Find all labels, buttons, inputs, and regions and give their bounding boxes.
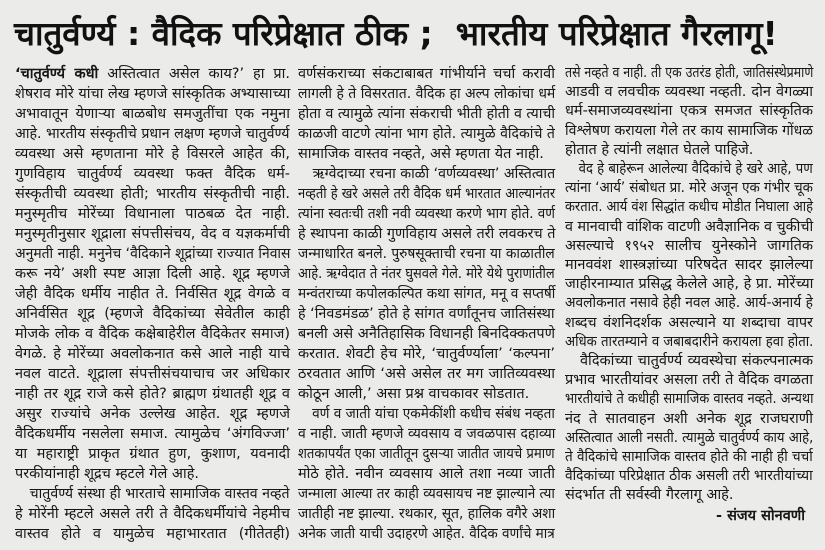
article-line: बनली असे अनैतिहासिक विधानही बिनदिक्कतपणे	[298, 326, 556, 342]
article-line	[15, 64, 290, 84]
article-line: या महाराष्ट्री प्राकृत ग्रंथात हुण, कुशाण, यवनादी	[15, 446, 290, 462]
article-line: असल्याचे १९५२ सालीच युनेस्कोने जागतिक	[565, 237, 813, 254]
article-line: धर्म-समाजव्यवस्थांना एकत्र समजत सांस्कृतिक	[565, 103, 813, 120]
article-line: कोठून आली,’ असा प्रश्न वाचकावर सोडतात.	[298, 386, 530, 402]
article-line: लागली हे ते विसरतात. वैदिक हा अल्प लोकांचा धर्म	[298, 86, 556, 102]
article-line: मोजके लोक व वैदिक कक्षेबाहेरील वैदिकेतर समाज)	[15, 326, 290, 342]
article-line: व मानवाची वांशिक वाटणी अवैज्ञानिक व चुकीची	[565, 218, 814, 235]
article-column-1	[15, 64, 290, 544]
article-line: हे ‘निवडमंडळ’ होते हे सांगत वर्णांतूनच जातिसंस्था	[298, 306, 555, 322]
article-line: गुणविहाय चातुर्वर्ण्य व्यवस्था फक्त वैदिक धर्म-	[15, 166, 290, 182]
article-line: जन्माधारित बनले. पुरुषसूक्ताची रचना या काळातील	[298, 246, 555, 262]
article-line: वैदिकांच्या चातुर्वर्ण्य व्यवस्थेचा संकल्पनात्मक	[580, 353, 813, 370]
article-line: ठरवतात आणि ‘असे असेल तर मग जातिव्यवस्था	[298, 366, 555, 382]
article-line: मोठे होते. नवीन व्यवसाय आले तशा नव्या जाती	[298, 466, 555, 482]
article-line: अधिक तारतम्याने व जबाबदारीने करायला हवा होता.	[565, 333, 814, 350]
article-line: असुर राज्यांचे अनेक उल्लेख आहेत. शूद्र म्हणजे	[15, 406, 290, 422]
article-line: अनिर्वसित शूद्र (म्हणजे वैदिकांच्या सेवेतील काही	[15, 306, 290, 322]
article-line: वैदिकधर्मीय नसलेला समाज. त्यामुळेच ‘अंगविज्जा’	[15, 426, 290, 442]
article-line: वेगळे. हे मोरेंच्या अवलोकनात कसे आले नाही याचे	[15, 346, 290, 362]
article-line: वैदिकांच्या परिप्रेक्षात ठीक असली तरी भारतीयांच्या	[565, 468, 813, 485]
article-line: अवलोकनात नसावे हेही नवल आहे. आर्य-अनार्य हे	[565, 295, 813, 312]
article-line: विश्लेषण करायला गेले तर काय सामाजिक गोंधळ	[565, 122, 813, 139]
article-line: होता व त्यामुळे त्यांना संकराची भीती होती व त्याची	[298, 106, 556, 122]
article-line: भारतीयांचे ते कधीही सामाजिक वास्तव नव्हते. अन्यथा	[565, 391, 814, 408]
article-line: शेषराव मोरे यांचा लेख म्हणजे सांस्कृतिक अभ्यासाच्या	[15, 86, 291, 102]
article-line: जाहीरनाम्यात प्रसिद्ध केलेले आहे, हे प्रा. मोरेंच्या	[565, 276, 814, 293]
headline: चातुर्वर्ण्य : वैदिक परिप्रेक्षात ठीक ; भारतीय परिप्रेक्षात गैरलागू!	[14, 14, 778, 53]
article-line: हे मोरेंनी म्हटले असले तरी ते वैदिकधर्मीयांचे नेहमीच	[15, 506, 290, 522]
article-line: नव्हती हे खरे असले तरी वैदिक धर्म भारतात आल्यानंतर	[298, 186, 556, 202]
article-line: मानववंश शास्त्रज्ञांच्या परिषदेत सादर झालेल्या	[565, 257, 813, 274]
article-line: शब्दच वंशनिदर्शक असल्याने या शब्दाचा वापर	[565, 314, 813, 331]
article-line: जातीही नष्ट झाल्या. रथकार, सूत, हालिक वगैरे अशा	[298, 506, 556, 522]
article-line: अस्तित्वात आली नसती. त्यामुळे चातुर्वर्ण्य काय आहे,	[565, 429, 814, 446]
article-line: नवल वाटते. शूद्राला संपत्तीसंचयाचाच जर अधिकार	[15, 366, 290, 382]
article-line: ऋग्वेदाच्या रचना काळी ‘वर्णव्यवस्था’ अस्तित्वात	[312, 166, 556, 182]
article-line: करतात. आर्य वंश सिद्धांत कधीच मोडीत निघाला आहे	[565, 199, 813, 216]
article-line: व नाही. जाती म्हणजे व्यवसाय व जवळपास दहाव्या	[298, 426, 556, 442]
article-line: अभावातून येणाऱ्या बाळबोध समजुतींचा एक नमुना	[15, 106, 290, 122]
article-line: संस्कृतीची व्यवस्था होती; भारतीय संस्कृतीची नाही.	[15, 186, 290, 202]
article-line: सामाजिक वास्तव नव्हते, असे म्हणता येत नाही.	[298, 146, 544, 162]
article-column-2	[298, 64, 555, 544]
article-line: त्यांना ‘आर्य’ संबोधत प्रा. मोरे अजून एक गंभीर चूक	[565, 180, 813, 197]
article-column-3	[565, 64, 813, 526]
article-line: जेही वैदिक धर्मीय नाहीत ते. निर्वसित शूद्र वेगळे व	[15, 286, 290, 302]
article-line: व्यवस्था असे म्हणताना मोरे हे विसरले आहेत की,	[15, 146, 290, 162]
article-line: आहे. ऋग्वेदात ते नंतर घुसवले गेले. मोरे येथे पुराणांतील	[298, 266, 555, 282]
article-line: नंद ते सातवाहन अशी अनेक शूद्र राजघराणी	[565, 410, 813, 427]
author-byline: - संजय सोनवणी	[716, 507, 805, 524]
article-line: मनुस्मृतीच मोरेंच्या विधानाला पाठबळ देत नाही.	[15, 206, 290, 222]
article-line: अनुमती नाही. मनुनेच ‘वैदिकाने शूद्रांच्या राज्यात निवास	[15, 246, 291, 262]
article-line: मन्वंतराच्या कपोलकल्पित कथा सांगत, मनू व सप्तर्षी	[298, 286, 556, 302]
article-line: करू नये’ अशी स्पष्ट आज्ञा दिली आहे. शूद्र म्हणजे	[15, 266, 290, 282]
article-line: तसे नव्हते व नाही. ती एक उतरंड होती, जातिसंस्थेप्रमाणे	[565, 65, 814, 81]
article-line: त्यांना स्वतःची तशी नवी व्यवस्था करणे भाग होते. वर्ण	[298, 206, 555, 222]
article-line: मनुस्मृतीनुसार शूद्राला संपत्तीसंचय, वेद व यज्ञकर्माची	[15, 226, 290, 242]
article-line: ते वैदिकांचे सामाजिक वास्तव होते की नाही ही चर्चा	[565, 449, 813, 466]
article-line: होतात हे त्यांनी लक्षात घेतले पाहिजे.	[565, 141, 754, 158]
article-line: करतात. शेवटी हेच मोरे, ‘चातुर्वर्ण्याला’ ‘कल्पना’	[298, 346, 555, 362]
article-line: हे स्थापना काळी गुणविहाय असले तरी लवकरच ते	[298, 226, 556, 242]
article-line: अनेक जाती याची उदाहरणे आहेत. वैदिक वर्णांचे मात्र	[298, 526, 555, 542]
article-line: वर्ण व जाती यांचा एकमेकींशी कधीच संबंध नव्हता	[312, 406, 555, 422]
article-line: संदर्भात ती सर्वस्वी गैरलागू आहे.	[565, 487, 734, 504]
lead-in: ‘चातुर्वर्ण्य कधी	[15, 66, 99, 82]
article-line: वेद हे बाहेरून आलेल्या वैदिकांचे हे खरे आहे, पण	[578, 161, 813, 178]
article-line: नाही तर शूद्र राजे कसे होते? ब्राह्मण ग्रंथातही शूद्र व	[15, 386, 290, 402]
article-line: आडवी व लवचीक व्यवस्था नव्हती. दोन वेगळ्या	[565, 84, 813, 101]
article-line: वर्णसंकराच्या संकटाबाबत गांभीर्याने चर्चा करावी	[298, 66, 555, 82]
article-line: जन्माला आल्या तर काही व्यवसायच नष्ट झाल्याने त्या	[298, 486, 555, 502]
line-text: अस्तित्वात असेल काय?’ हा प्रा.	[107, 66, 290, 82]
article-line: वास्तव होते व यामुळेच महाभारतात (गीतेतही)	[15, 526, 290, 542]
article-line: शतकापर्यंत एका जातीतून दुसऱ्या जातीत जायचे प्रमाण	[298, 446, 555, 462]
article-line: चातुर्वर्ण्य संस्था ही भारताचे सामाजिक वास्तव नव्हते	[29, 486, 290, 502]
article-line: परकीयांनाही शूद्रच म्हटले गेले आहे.	[15, 466, 200, 482]
article-line: आहे. भारतीय संस्कृतीचे प्रधान लक्षण म्हणजे चातुर्वर्ण्य	[15, 126, 290, 142]
article-line: प्रभाव भारतीयांवर असला तरी ते वैदिक वगळता	[565, 372, 813, 389]
article-line: काळजी वाटणे त्यांना भाग होते. त्यामुळे वैदिकांचे ते	[298, 126, 555, 142]
